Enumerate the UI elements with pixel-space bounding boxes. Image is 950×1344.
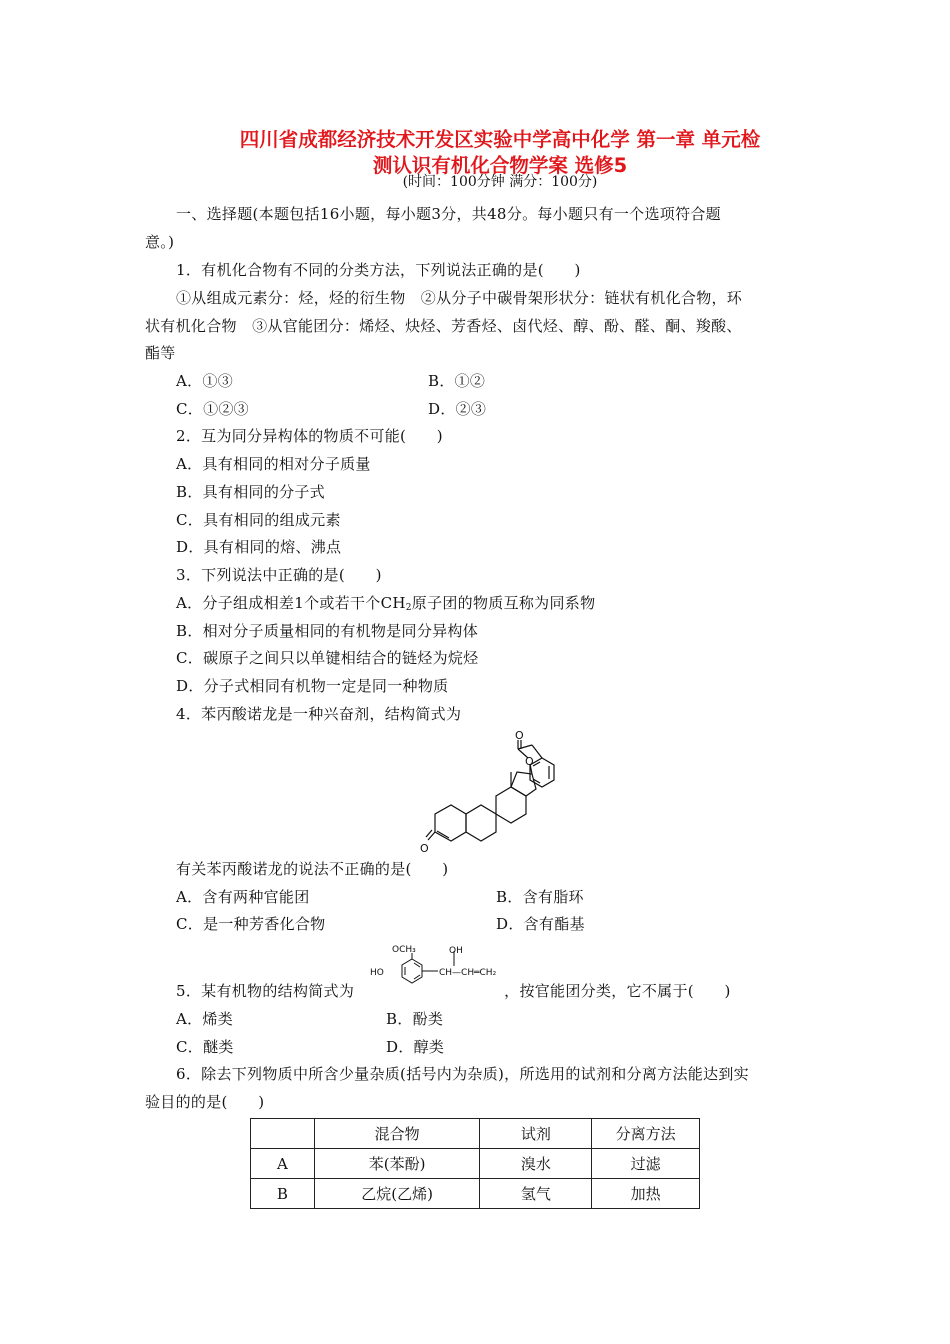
q3-option-d: D．分子式相同有机物一定是同一种物质: [176, 677, 449, 695]
table-cell: 乙烷(乙烯): [314, 1179, 480, 1209]
q4-option-d: D．含有酯基: [496, 915, 585, 933]
table-row: [251, 1149, 700, 1179]
table-cell: 加热: [592, 1179, 700, 1209]
q2-option-d: D．具有相同的熔、沸点: [176, 538, 342, 556]
methoxy-label: OCH₃: [392, 945, 416, 955]
q3-option-c: C．碳原子之间只以单键相结合的链烃为烷烃: [176, 649, 479, 667]
section-intro: 一、选择题(本题包括16小题，每小题3分，共48分。每小题只有一个选项符合题: [176, 205, 721, 223]
q5-option-c: C．醚类: [176, 1038, 234, 1056]
ketone-oxygen-label: O: [420, 842, 429, 855]
q5-option-a: A．烯类: [176, 1010, 234, 1028]
q3-option-a: A．分子组成相差1个或若干个$CH_2$原子团的物质互称为同系物: [176, 594, 596, 613]
q5-option-b: B．酚类: [386, 1010, 444, 1028]
table-header-cell: [251, 1119, 315, 1149]
document-title-line2: 测认识有机化合物学案 选修5: [372, 154, 628, 177]
q1-option-c: C．①②③: [176, 400, 249, 418]
q4-option-c: C．是一种芳香化合物: [176, 915, 326, 933]
table-cell: A: [251, 1149, 315, 1179]
carbonyl-oxygen-label: O: [515, 729, 524, 742]
q2-option-b: B．具有相同的分子式: [176, 483, 326, 501]
table-cell: 溴水: [480, 1149, 592, 1179]
q1-option-b: B．①②: [428, 372, 486, 390]
q3-option-b: B．相对分子质量相同的有机物是同分异构体: [176, 622, 479, 640]
section-intro-cont: 意。): [145, 233, 175, 251]
q2-stem: 2．互为同分异构体的物质不可能( ): [176, 427, 443, 445]
q6-stem-cont: 验目的的是( ): [145, 1093, 265, 1111]
table-header-cell: 分离方法: [592, 1119, 700, 1149]
q1-stem: 1．有机化合物有不同的分类方法，下列说法正确的是( ): [176, 261, 581, 279]
chain-hydroxy-label: OH: [449, 946, 463, 956]
table-header-row: [251, 1119, 700, 1149]
table-header-cell: 试剂: [480, 1119, 592, 1149]
q2-option-a: A．具有相同的相对分子质量: [176, 455, 371, 473]
side-chain-label: CH—CH═CH₂: [439, 968, 497, 978]
table-cell: 氢气: [480, 1179, 592, 1209]
q4-stem: 4．苯丙酸诺龙是一种兴奋剂，结构简式为: [176, 705, 462, 723]
table-cell: 过滤: [592, 1149, 700, 1179]
q5-option-d: D．醇类: [386, 1038, 445, 1056]
q2-option-c: C．具有相同的组成元素: [176, 511, 341, 529]
table-cell: 苯(苯酚): [314, 1149, 480, 1179]
q4-option-a: A．含有两种官能团: [176, 888, 310, 906]
table-cell: B: [251, 1179, 315, 1209]
q1-body-cont2: 酯等: [145, 344, 176, 362]
q5-stem: 5．某有机物的结构简式为 ，按官能团分类，它不属于( ): [176, 982, 731, 1000]
nandrolone-phenpropionate-structure: [418, 728, 568, 856]
table-header-cell: 混合物: [314, 1119, 480, 1149]
table-row: [251, 1179, 700, 1209]
q4-option-b: B．含有脂环: [496, 888, 584, 906]
q1-option-d: D．②③: [428, 400, 487, 418]
exam-time-score: (时间：100分钟 满分：100分): [402, 174, 598, 190]
ring-hydroxy-label: HO: [370, 968, 384, 978]
q1-option-a: A．①③: [176, 372, 234, 390]
q1-body-cont: 状有机化合物 ③从官能团分：烯烃、炔烃、芳香烃、卤代烃、醇、酚、醛、酮、羧酸、: [145, 317, 742, 335]
q3-stem: 3．下列说法中正确的是( ): [176, 566, 382, 584]
q6-stem: 6．除去下列物质中所含少量杂质(括号内为杂质)，所选用的试剂和分离方法能达到实: [176, 1065, 749, 1083]
document-title-line1: 四川省成都经济技术开发区实验中学高中化学 第一章 单元检: [239, 128, 761, 151]
q6-table: [250, 1118, 700, 1209]
ester-oxygen-label: O: [525, 755, 534, 768]
q4-question: 有关苯丙酸诺龙的说法不正确的是( ): [176, 860, 449, 878]
q1-body: ①从组成元素分：烃，烃的衍生物 ②从分子中碳骨架形状分：链状有机化合物，环: [176, 289, 743, 307]
